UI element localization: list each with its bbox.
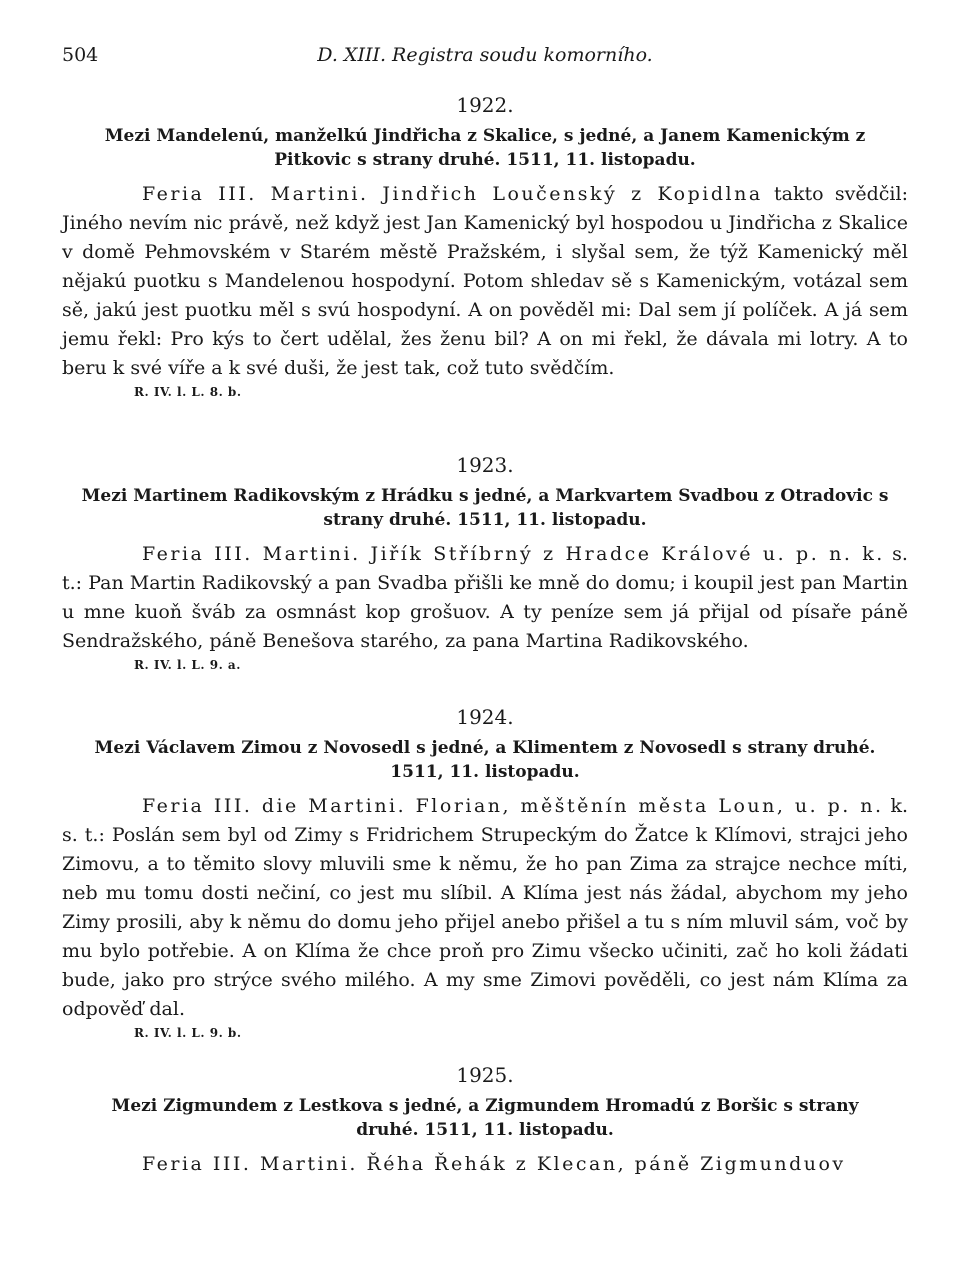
entry-text: takto svědčil: Jiného nevím nic právě, než když jest Jan Kamenický byl hospodou u Jindřicha z Skalice v domě Pehmovském v Starém městě Pražském, i slyšal sem, že týž Kamenický měl nějakú puotku s Mandelenou hospodyní. Potom shledav sě s Kamenickým, votázal sem sě, jakú jest puotku měl s svú hospodyní. A on pověděl mi: Dal sem jí políček. A já sem jemu řekl: Pro kýs to čert udělal, žes ženu bil? A on mi řekl, že dávala mi lotry. A to beru k své víře a k své duši, že jest tak, což tuto svědčím. — [62, 183, 908, 379]
entry-1925 — [62, 1062, 908, 1179]
source-reference: R. IV. l. L. 9. a. — [134, 658, 241, 672]
entry-text: s. t.: Pan Martin Radikovský a pan Svadba přišli ke mně do domu; i koupil jest pan Martin u mne kuoň šváb za osmnást kop grošuov. A ty peníze sem já přijal od písaře páně Sendražského, páně Benešova starého, za pana Martina Radikovského. — [62, 543, 908, 652]
entry-body — [62, 1150, 908, 1179]
entry-opening: Feria III. Martini. Řéha Řehák z Klecan, páně Zigmunduov — [142, 1153, 846, 1175]
entry-heading: Mezi Václavem Zimou z Novosedl s jedné, a Klimentem z Novosedl s strany druhé. 1511, 11. listopadu. — [94, 738, 876, 782]
source-reference: R. IV. l. L. 8. b. — [134, 385, 242, 399]
entry-1922 — [62, 92, 908, 399]
page-number: 504 — [62, 44, 99, 66]
entry-opening: Feria III. die Martini. Florian, měštěnín města Loun, u. p. n. — [142, 795, 884, 817]
entry-heading: Mezi Martinem Radikovským z Hrádku s jedné, a Markvartem Svadbou z Otradovic s strany druhé. 1511, 11. listopadu. — [81, 486, 889, 530]
entry-number: 1923. — [456, 453, 514, 477]
entry-1924 — [62, 704, 908, 1040]
page-header — [62, 44, 908, 74]
entry-opening: Feria III. Martini. Jindřich Loučenský z Kopidlna — [142, 183, 763, 205]
entry-body — [62, 540, 908, 656]
entry-opening: Feria III. Martini. Jiřík Stříbrný z Hradce Králové u. p. n. k. — [142, 543, 885, 565]
source-reference: R. IV. l. L. 9. b. — [134, 1026, 242, 1040]
running-title: D. XIII. Registra soudu komorního. — [317, 44, 653, 66]
entry-heading: Mezi Zigmundem z Lestkova s jedné, a Zigmundem Hromadú z Boršic s strany druhé. 1511, 11. listopadu. — [111, 1096, 859, 1140]
entry-1923 — [62, 452, 908, 672]
entry-number: 1922. — [456, 93, 514, 117]
entry-body — [62, 792, 908, 1024]
entry-number: 1924. — [456, 705, 514, 729]
entry-number: 1925. — [456, 1063, 514, 1087]
entry-heading: Mezi Mandelenú, manželkú Jindřicha z Skalice, s jedné, a Janem Kamenickým z Pitkovic s strany druhé. 1511, 11. listopadu. — [104, 126, 866, 170]
entry-body — [62, 180, 908, 383]
entry-text: k. s. t.: Poslán sem byl od Zimy s Fridrichem Strupeckým do Žatce k Klímovi, strajci jeho Zimovu, a to těmito slovy mluvili sme k němu, že ho pan Zima za strajce nechce míti, neb mu tomu dosti nečiní, co jest mu slíbil. A Klíma jest nás žádal, abychom my jeho Zimy prosili, aby k němu do domu jeho přijel anebo přišel a tu s ním mluvil sám, voč by mu bylo potřebie. A on Klíma že chce proň pro Zimu všecko učiniti, zač ho koli žádati bude, jako pro strýce svého milého. A my sme Zimovi pověděli, co jest nám Klíma za odpověď dal. — [62, 795, 908, 1020]
